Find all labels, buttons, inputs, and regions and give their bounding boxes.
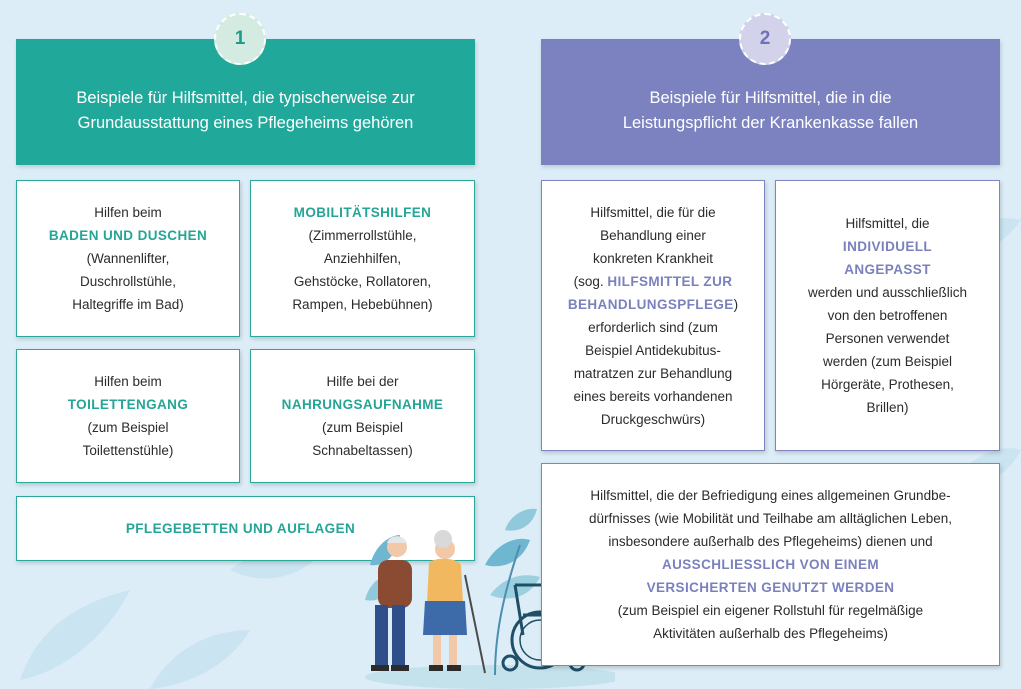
card-text: Druckgeschwürs) — [600, 411, 706, 427]
card-text: Rampen, Hebebühnen) — [292, 297, 433, 312]
card-highlight: VERSICHERTEN GENUTZT WERDEN — [646, 580, 895, 595]
card-highlight: ANGEPASST — [844, 262, 931, 277]
card-text: eines bereits vorhandenen — [573, 388, 733, 404]
card-text: Hörgeräte, Prothesen, — [821, 377, 954, 392]
card-text: Anziehhilfen, — [323, 251, 402, 266]
header-line: Grundausstattung eines Pflegeheims gehören — [77, 114, 414, 132]
card-grundbeduerfnis — [541, 463, 1000, 666]
card-text: Toilettenstühle) — [82, 443, 174, 458]
card-text: Hilfe bei der — [326, 374, 399, 389]
card-text: matratzen zur Behandlung — [573, 365, 733, 381]
card-text-with-highlight — [574, 270, 733, 293]
number-badge-2: 2 — [739, 13, 791, 65]
card-text: (sog. — [573, 273, 608, 289]
card-highlight: NAHRUNGSAUFNAHME — [281, 397, 444, 412]
card-highlight: TOILETTENGANG — [67, 397, 189, 412]
card-text: Hilfen beim — [94, 374, 162, 389]
card-highlight: HILFSMITTEL ZUR — [607, 273, 733, 289]
header-line: Beispiele für Hilfsmittel, die in die — [649, 89, 892, 107]
card-text: von den betroffenen — [827, 308, 948, 323]
card-text: Gehstöcke, Rollatoren, — [293, 274, 432, 289]
card-highlight: BEHANDLUNGSPFLEGE — [567, 296, 734, 312]
card-text: Brillen) — [866, 400, 909, 415]
card-text: Duschrollstühle, — [79, 274, 177, 289]
card-text: werden (zum Beispiel — [822, 354, 953, 369]
header-line: Beispiele für Hilfsmittel, die typischerweise zur — [76, 89, 415, 107]
card-text: werden und ausschließlich — [807, 285, 968, 300]
card-mobilitaetshilfen — [250, 180, 475, 337]
header-line: Leistungspflicht der Krankenkasse fallen — [622, 114, 919, 132]
card-text: ) — [733, 296, 739, 312]
card-text: (zum Beispiel ein eigener Rollstuhl für regelmäßige — [617, 603, 924, 618]
card-text: (Zimmerrollstühle, — [308, 228, 417, 243]
card-individuell-angepasst — [775, 180, 1000, 451]
card-text: Hilfsmittel, die — [845, 216, 930, 231]
card-text: dürfnisses (wie Mobilität und Teilhabe am alltäglichen Leben, — [589, 511, 952, 526]
card-toilettengang — [16, 349, 240, 483]
card-text: Hilfsmittel, die für die — [590, 204, 716, 220]
card-text: Haltegriffe im Bad) — [72, 297, 184, 312]
card-text: (Wannenlifter, — [86, 251, 170, 266]
card-nahrungsaufnahme — [250, 349, 475, 483]
card-text: Aktivitäten außerhalb des Pflegeheims) — [653, 626, 888, 641]
card-text: Beispiel Antidekubitus- — [585, 342, 721, 358]
card-text: konkreten Krankheit — [592, 250, 714, 266]
card-text: Behandlung einer — [600, 227, 706, 243]
card-text: Schnabeltassen) — [312, 443, 413, 458]
card-text: (zum Beispiel — [321, 420, 404, 435]
card-highlight: BADEN UND DUSCHEN — [48, 228, 208, 243]
card-behandlungspflege — [541, 180, 765, 451]
card-text: Personen verwendet — [825, 331, 950, 346]
card-baden-duschen — [16, 180, 240, 337]
card-text-with-highlight — [568, 293, 738, 316]
card-text: Hilfen beim — [94, 205, 162, 220]
card-highlight: PFLEGEBETTEN UND AUFLAGEN — [125, 521, 356, 536]
card-highlight: AUSSCHLIESSLICH VON EINEM — [661, 557, 880, 572]
card-text: erforderlich sind (zum — [588, 319, 718, 335]
card-text: Hilfsmittel, die der Befriedigung eines allgemeinen Grundbe- — [590, 488, 951, 503]
card-highlight: MOBILITÄTSHILFEN — [293, 205, 432, 220]
card-text: (zum Beispiel — [87, 420, 169, 435]
number-badge-1: 1 — [214, 13, 266, 65]
card-text: insbesondere außerhalb des Pflegeheims) dienen und — [608, 534, 933, 549]
card-highlight: INDIVIDUELL — [842, 239, 933, 254]
